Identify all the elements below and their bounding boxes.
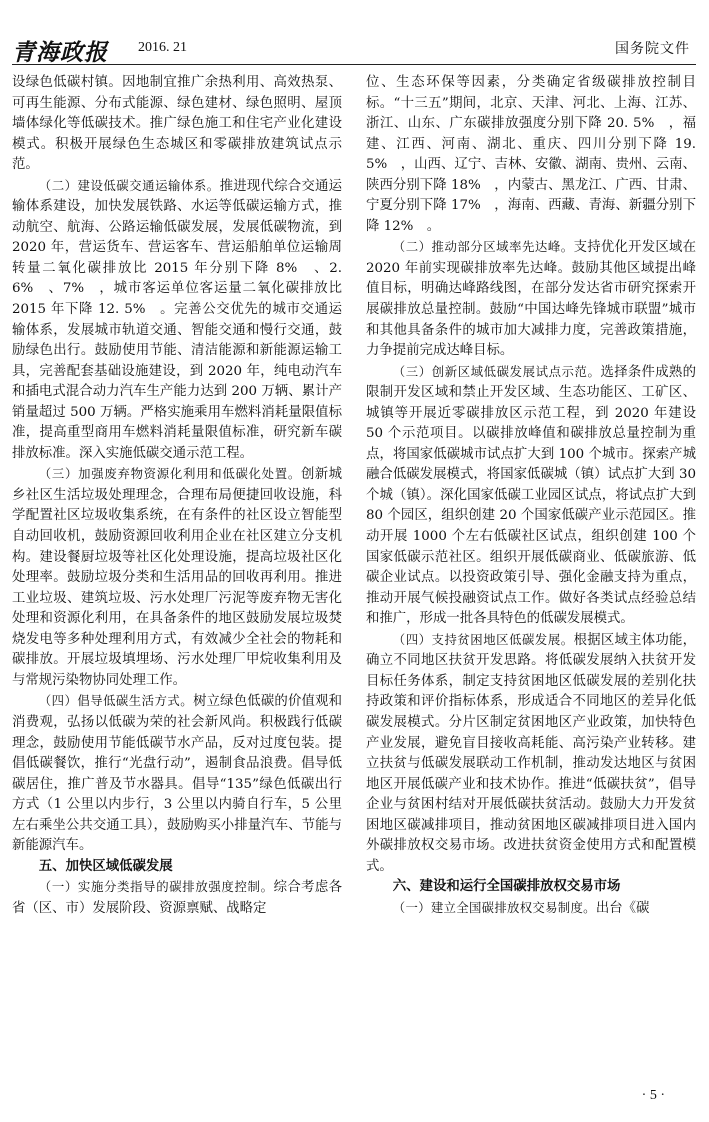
paragraph-text: 综合考虑各省（区、市）发展阶段、资源禀赋、战略定 bbox=[12, 880, 342, 916]
paragraph: 位、生态环保等因素，分类确定省级碳排放控制目标。“十三五”期间，北京、天津、河北、上海、江苏、浙江、山东、广东碳排放强度分别下降 20. 5% ，福建、江西、河南、湖北、重庆、四川分别下降 19. 5% ，山西、辽宁、吉林、安徽、湖南、贵州、云南、陕西分别下降 18% ，内蒙古、黑龙江、广西、甘肃、宁夏分别下降 17% ，海南、西藏、青海、新疆分别下降 12% 。 bbox=[366, 75, 696, 234]
subheading: （二）建设低碳交通运输体系。 bbox=[38, 177, 220, 193]
paragraph bbox=[366, 362, 696, 630]
page-number: · 5 · bbox=[641, 1088, 665, 1103]
paragraph-text: 推进现代综合交通运输体系建设，加快发展铁路、水运等低碳运输方式，推动航空、航海、公路运输低碳发展，发展低碳物流，到 2020 年，营运货车、营运客车、营运船舶单位运输周转量二氧化碳排放比 2015 年分别下降 8% 、2. 6% 、7% ，城市客运单位客运量二氧化碳排放比 2015 年下降 12. 5% 。完善公交优先的城市交通运输体系，发展城市轨道交通、智能交通和慢行交通，鼓励绿色出行。鼓励使用节能、清洁能源和新能源运输工具，完善配套基础设施建设，到 2020 年，纯电动汽车和插电式混合动力汽车生产能力达到 200 万辆、累计产销量超过 500 万辆。严格实施乘用车燃料消耗量限值标准，提高重型商用车燃料消耗量限值标准，研究新车碳排放标准。深入实施低碳交通示范工程。 bbox=[12, 178, 342, 461]
paragraph: 设绿色低碳村镇。因地制宜推广余热利用、高效热泵、可再生能源、分布式能源、绿色建材、绿色照明、屋顶墙体绿化等低碳技术。推广绿色施工和住宅产业化建设模式。积极开展绿色生态城区和零碳排放建筑试点示范。 bbox=[12, 75, 342, 173]
page-header bbox=[12, 30, 696, 64]
subheading: （二）推动部分区域率先达峰。 bbox=[392, 239, 574, 255]
paragraph-text: 根据区域主体功能，确立不同地区扶贫开发思路。将低碳发展纳入扶贫开发目标任务体系，制定支持贫困地区低碳发展的差别化扶持政策和评价指标体系，形成适合不同地区的差异化低碳发展模式。分片区制定贫困地区产业政策，加快特色产业发展，避免盲目接收高耗能、高污染产业转移。建立扶贫与低碳发展联动工作机制，推动发达地区与贫困地区开展低碳产业和技术协作。推进“低碳扶贫”，倡导企业与贫困村结对开展低碳扶贫活动。鼓励大力开发贫困地区碳减排项目，推动贫困地区碳减排项目进入国内外碳排放权交易市场。改进扶贫资金使用方式和配置模式。 bbox=[366, 632, 696, 874]
paragraph-text: 树立绿色低碳的价值观和消费观，弘扬以低碳为荣的社会新风尚。积极践行低碳理念，鼓励使用节能低碳节水产品，反对过度包装。提倡低碳餐饮，推行“光盘行动”，遏制食品浪费。倡导低碳居住，推广普及节水器具。倡导“135”绿色低碳出行方式（1 公里以内步行，3 公里以内骑自行车，5 公里左右乘坐公共交通工具），鼓励购买小排量汽车、节能与新能源汽车。 bbox=[12, 694, 342, 854]
paragraph bbox=[12, 877, 342, 919]
paragraph bbox=[12, 176, 342, 465]
publication-logo: 青海政报 bbox=[12, 39, 108, 66]
subheading: （三）加强废弃物资源化利用和低碳化处置。 bbox=[38, 466, 301, 482]
left-column bbox=[12, 73, 342, 1093]
header-rule bbox=[12, 64, 696, 65]
paragraph bbox=[366, 630, 696, 878]
subheading: （一）实施分类指导的碳排放强度控制。 bbox=[38, 879, 274, 895]
paragraph bbox=[12, 691, 342, 856]
subheading: （三）创新区域低碳发展试点示范。 bbox=[392, 363, 601, 379]
paragraph-text: 支持优化开发区域在 2020 年前实现碳排放率先达峰。鼓励其他区域提出峰值目标，明确达峰路线图，在部分发达省市研究探索开展碳排放总量控制。鼓励“中国达峰先锋城市联盟”城市和其他具备条件的城市加大减排力度，完善政策措施，力争提前完成达峰目标。 bbox=[366, 240, 696, 359]
paragraph-text: 创新城乡社区生活垃圾处理理念，合理布局便捷回收设施，科学配置社区垃圾收集系统，在有条件的社区设立智能型自动回收机，鼓励资源回收利用企业在社区建立分支机构。建设餐厨垃圾等社区化处理设施，提高垃圾社区化处理率。鼓励垃圾分类和生活用品的回收再利用。推进工业垃圾、建筑垃圾、污水处理厂污泥等废弃物无害化处理和资源化利用，在具备条件的地区鼓励发展垃圾焚烧发电等多种处理利用方式，有效减少全社会的物耗和碳排放。开展垃圾填埋场、污水处理厂甲烷收集利用及与常规污染物协同处理工作。 bbox=[12, 467, 342, 688]
section-heading: 六、建设和运行全国碳排放权交易市场 bbox=[392, 879, 621, 895]
subheading: （一）建立全国碳排放权交易制度。 bbox=[392, 899, 596, 915]
paragraph-text: 出台《碳 bbox=[595, 900, 650, 916]
section-title: 国务院文件 bbox=[615, 41, 690, 57]
paragraph bbox=[366, 237, 696, 361]
paragraph bbox=[366, 898, 696, 920]
subheading: （四）倡导低碳生活方式。 bbox=[38, 693, 194, 709]
right-column bbox=[366, 73, 696, 1093]
paragraph bbox=[12, 464, 342, 691]
paragraph-text: 选择条件成熟的限制开发区域和禁止开发区域、生态功能区、工矿区、城镇等开展近零碳排放区示范工程，到 2020 年建设 50 个示范项目。以碳排放峰值和碳排放总量控制为重点，将国家低碳城市试点扩大到 100 个城市。探索产城融合低碳发展模式，将国家低碳城（镇）试点扩大到 30 个城（镇）。深化国家低碳工业园区试点，将试点扩大到 80 个园区，组织创建 20 个国家低碳产业示范园区。推动开展 1000 个左右低碳社区试点，组织创建 100 个国家低碳示范社区。组织开展低碳商业、低碳旅游、低碳企业试点。以投资政策引导、强化金融支持为重点，推动开展气候投融资试点工作。做好各类试点经验总结和推广，形成一批各具特色的低碳发展模式。 bbox=[366, 364, 696, 627]
section-heading: 五、加快区域低碳发展 bbox=[38, 858, 173, 874]
issue-number: 2016. 21 bbox=[138, 40, 187, 55]
subheading: （四）支持贫困地区低碳发展。 bbox=[392, 631, 574, 647]
